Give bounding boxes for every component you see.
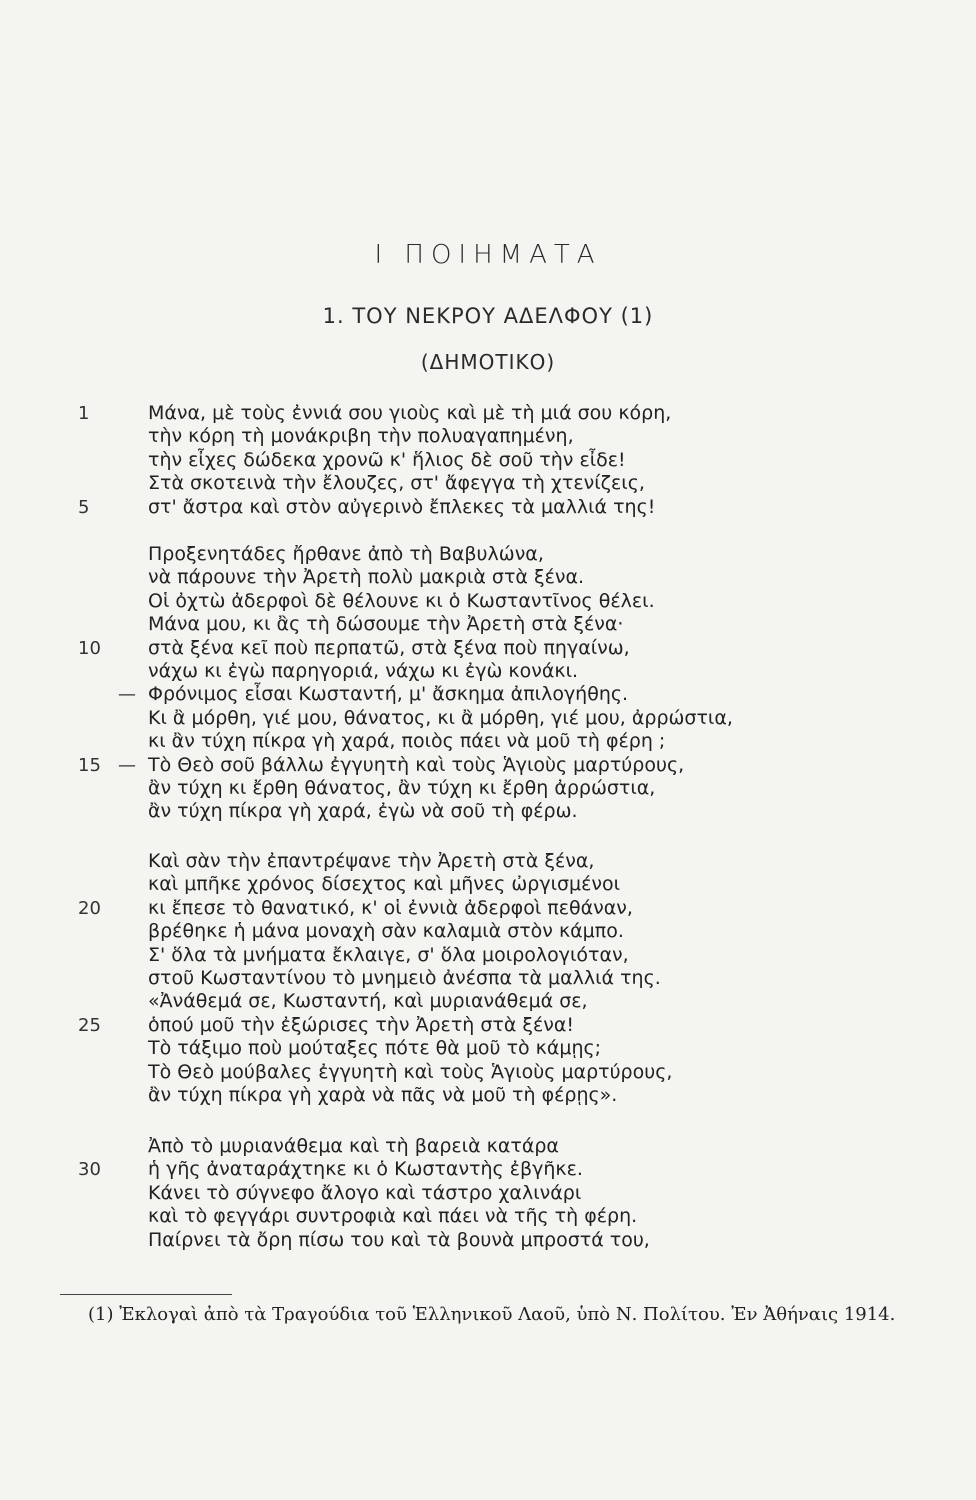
poem-line: [148, 944, 938, 967]
poem-line: [148, 472, 938, 495]
line-text: Σ' ὅλα τὰ μνήματα ἔκλαιγε, σ' ὅλα μοιρολογιόταν,: [148, 943, 629, 966]
poem-line: [148, 850, 938, 873]
line-text: Τὸ Θεὸ μούβαλες ἐγγυητὴ καὶ τοὺς Ἁγιοὺς μαρτύρους,: [148, 1060, 673, 1083]
poem-line: [148, 1084, 938, 1107]
poem-line: [78, 1013, 938, 1037]
poem-line: [148, 990, 938, 1013]
line-text: ἂν τύχη κι ἔρθη θάνατος, ἂν τύχη κι ἔρθη ἀρρώστια,: [148, 776, 656, 799]
line-text: νάχω κι ἐγὼ παρηγοριά, νάχω κι ἐγὼ κονάκι.: [148, 659, 579, 682]
dialogue-dash: —: [118, 684, 136, 706]
line-text: Κάνει τὸ σύγνεφο ἄλογο καὶ τάστρο χαλινάρι: [148, 1181, 582, 1204]
footnote: (1) Ἐκλογαὶ ἀπὸ τὰ Τραγούδια τοῦ Ἑλληνικοῦ Λαοῦ, ὑπὸ Ν. Πολίτου. Ἐν Ἀθήναις 1914.: [88, 1304, 896, 1325]
poem-line: [148, 920, 938, 943]
poem-line: [78, 636, 938, 660]
footnote-divider: [60, 1294, 232, 1295]
line-number: 25: [78, 1014, 101, 1036]
stanza-3: [78, 850, 938, 1107]
line-text: Μάνα μου, κι ἂς τὴ δώσουμε τὴν Ἀρετὴ στὰ ξένα·: [148, 613, 624, 636]
poem-line: [148, 660, 938, 683]
line-text: Οἱ ὀχτὼ ἀδερφοὶ δὲ θέλουνε κι ὁ Κωσταντῖνος θέλει.: [148, 589, 655, 612]
dialogue-dash: —: [118, 754, 136, 776]
line-text: νὰ πάρουνε τὴν Ἀρετὴ πολὺ μακριὰ στὰ ξένα.: [148, 566, 585, 589]
line-number: 15: [78, 754, 101, 776]
poem-line: [148, 707, 938, 730]
line-text: «Ἀνάθεμά σε, Κωσταντή, καὶ μυριανάθεμά σε,: [148, 990, 588, 1013]
poem-title: 1. ΤΟΥ ΝΕΚΡΟΥ ΑΔΕΛΦΟΥ (1): [322, 304, 654, 328]
poem-line: [148, 1061, 938, 1084]
poem-line: [148, 449, 938, 472]
poem-line: [78, 1158, 938, 1181]
line-text: Καὶ σὰν τὴν ἐπαντρέψανε τὴν Ἀρετὴ στὰ ξένα,: [148, 850, 595, 872]
line-text: Μάνα, μὲ τοὺς ἐννιά σου γιοὺς καὶ μὲ τὴ μιά σου κόρη,: [148, 402, 672, 424]
poem-line: [78, 896, 938, 920]
poem-line: [148, 967, 938, 990]
line-text: Ἀπὸ τὸ μυριανάθεμα καὶ τὴ βαρειὰ κατάρα: [148, 1135, 559, 1157]
poem-line: [148, 777, 938, 800]
line-number: 10: [78, 637, 101, 659]
poem-line: [118, 683, 938, 706]
line-number: 30: [78, 1159, 101, 1181]
line-text: καὶ μπῆκε χρόνος δίσεχτος καὶ μῆνες ὠργισμένοι: [148, 873, 621, 896]
poem-line: [148, 543, 938, 566]
poem-line: [148, 800, 938, 823]
poem-line: [78, 402, 938, 425]
line-number: 1: [78, 403, 90, 424]
poem-line: [148, 590, 938, 613]
poem-line: [148, 613, 938, 636]
stanza-1: [78, 402, 938, 519]
line-text: Φρόνιμος εἶσαι Κωσταντή, μ' ἄσκημα ἀπιλογήθης.: [148, 683, 629, 706]
line-number: 20: [78, 897, 101, 919]
line-text: καὶ τὸ φεγγάρι συντροφιὰ καὶ πάει νὰ τῆς τὴ φέρη.: [148, 1205, 638, 1228]
poem-subtitle: (ΔΗΜΟΤΙΚΟ): [420, 350, 556, 374]
stanza-2: [78, 543, 938, 824]
poem-line: [148, 1205, 938, 1228]
line-text: Τὸ τάξιμο ποὺ μούταξες πότε θὰ μοῦ τὸ κάμῃς;: [148, 1037, 602, 1060]
poem-line: [148, 425, 938, 448]
line-text: ἂν τύχη πίκρα γὴ χαρά, ἐγὼ νὰ σοῦ τὴ φέρω.: [148, 800, 578, 823]
line-number: 5: [78, 496, 90, 518]
line-text: στοῦ Κωσταντίνου τὸ μνημειὸ ἀνέσπα τὰ μαλλιά της.: [148, 966, 661, 989]
poem-line: [78, 753, 938, 777]
section-title: Ι ΠΟΙΗΜΑΤΑ: [374, 240, 602, 270]
line-text: Στὰ σκοτεινὰ τὴν ἔλουζες, στ' ἄφεγγα τὴ χτενίζεις,: [148, 472, 645, 495]
line-text: ἡ γῆς ἀναταράχτηκε κι ὁ Κωσταντὴς ἐβγῆκε.: [148, 1158, 583, 1181]
line-text: βρέθηκε ἡ μάνα μοναχὴ σὰν καλαμιὰ στὸν κάμπο.: [148, 920, 624, 943]
poem-line: [148, 1182, 938, 1205]
line-text: ἂν τύχη πίκρα γὴ χαρὰ νὰ πᾶς νὰ μοῦ τὴ φέρῃς».: [148, 1083, 618, 1106]
line-text: Παίρνει τὰ ὄρη πίσω του καὶ τὰ βουνὰ μπροστά του,: [148, 1228, 650, 1251]
line-text: τὴν κόρη τὴ μονάκριβη τὴν πολυαγαπημένη,: [148, 425, 574, 448]
line-text: κι ἔπεσε τὸ θανατικό, κ' οἱ ἐννιὰ ἀδερφοὶ πεθάναν,: [148, 896, 633, 919]
line-text: κι ἂν τύχη πίκρα γὴ χαρά, ποιὸς πάει νὰ μοῦ τὴ φέρη ;: [148, 730, 666, 753]
stanza-4: [78, 1135, 938, 1252]
poem-line: [148, 566, 938, 589]
line-text: στ' ἄστρα καὶ στὸν αὐγερινὸ ἔπλεκες τὰ μαλλιά της!: [148, 495, 656, 518]
line-text: Προξενητάδες ἤρθανε ἀπὸ τὴ Βαβυλώνα,: [148, 543, 544, 565]
poem-line: [148, 873, 938, 896]
poem-line: [148, 730, 938, 753]
poem-line: [78, 495, 938, 519]
line-text: στὰ ξένα κεῖ ποὺ περπατῶ, στὰ ξένα ποὺ πηγαίνω,: [148, 636, 630, 659]
line-text: τὴν εἶχες δώδεκα χρονῶ κ' ἥλιος δὲ σοῦ τὴν εἶδε!: [148, 448, 626, 471]
line-text: Τὸ Θεὸ σοῦ βάλλω ἐγγυητὴ καὶ τοὺς Ἁγιοὺς μαρτύρους,: [148, 753, 685, 776]
line-text: Κι ἂ μόρθη, γιέ μου, θάνατος, κι ἂ μόρθη, γιέ μου, ἀρρώστια,: [148, 706, 733, 729]
poem-line: [148, 1135, 938, 1158]
line-text: ὁπού μοῦ τὴν ἐξώρισες τὴν Ἀρετὴ στὰ ξένα!: [148, 1013, 575, 1036]
poem-line: [148, 1229, 938, 1252]
poem-line: [148, 1037, 938, 1060]
